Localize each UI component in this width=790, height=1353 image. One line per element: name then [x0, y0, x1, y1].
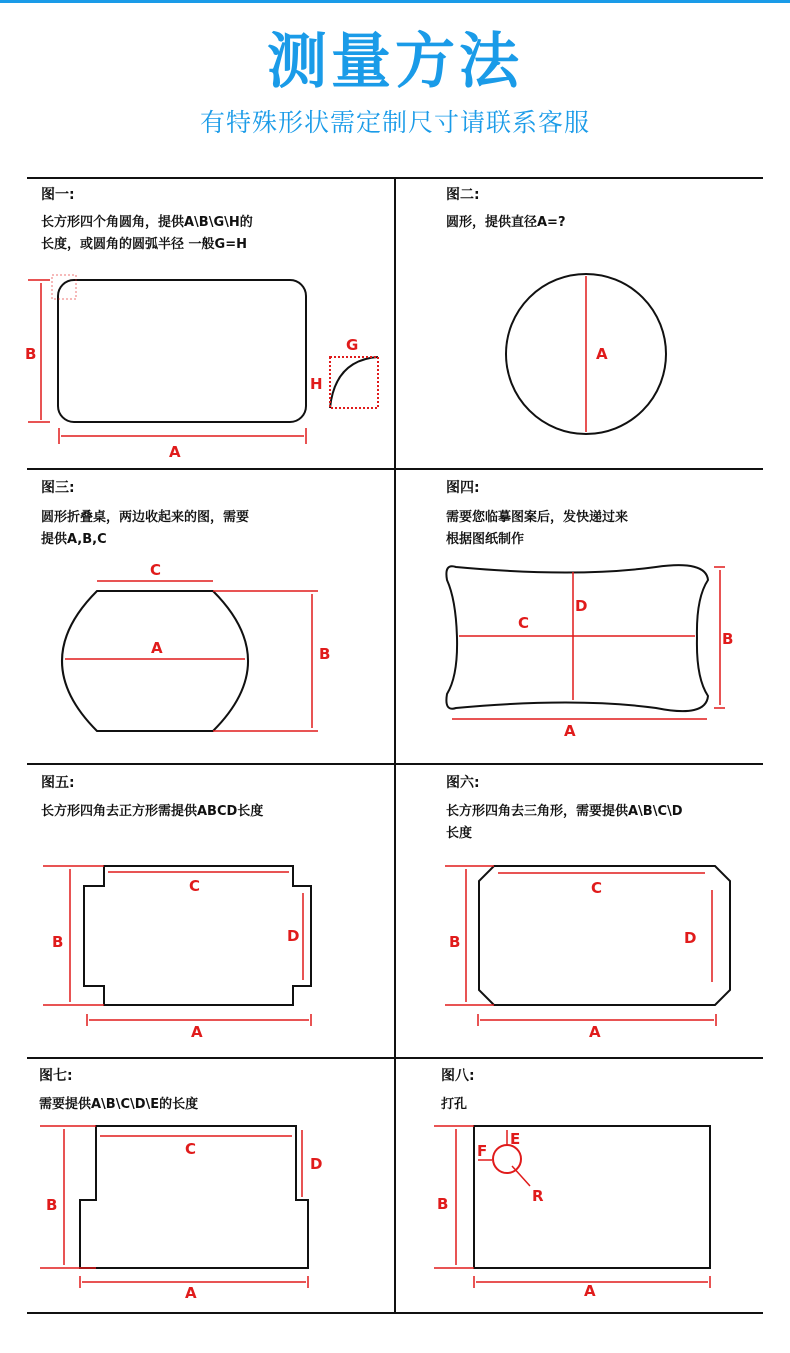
dim-label: A — [589, 1023, 601, 1041]
desc-line: 长方形四个角圆角，提供A\B\G\H的 — [41, 215, 253, 230]
desc-line: 提供A,B,C — [41, 532, 107, 547]
dim-label: B — [722, 630, 734, 648]
dim-label: D — [575, 597, 588, 615]
dim-label: B — [437, 1195, 449, 1213]
desc-line: 需要提供A\B\C\D\E的长度 — [39, 1097, 199, 1112]
dim-label: C — [185, 1140, 197, 1158]
dim-label: E — [510, 1130, 521, 1148]
panel-label: 图一: — [41, 187, 75, 203]
panel-label: 图三: — [41, 480, 75, 496]
fig8-hole — [493, 1145, 521, 1173]
desc-line: 圆形，提供直径A=? — [446, 215, 566, 230]
dim-label: D — [310, 1155, 323, 1173]
dim-label: A — [185, 1284, 197, 1302]
panel-label: 图八: — [441, 1068, 475, 1084]
dim-label: B — [46, 1196, 58, 1214]
desc-line: 打孔 — [441, 1097, 468, 1112]
page-title: 测量方法 — [267, 27, 523, 97]
dim-label: B — [52, 933, 64, 951]
dim-label: B — [449, 933, 461, 951]
dim-label: C — [591, 879, 603, 897]
panel-label: 图四: — [446, 480, 480, 496]
dim-label: G — [346, 336, 359, 354]
dim-label: R — [532, 1187, 544, 1205]
panel-label: 图七: — [39, 1068, 73, 1084]
dim-label: A — [151, 639, 163, 657]
desc-line: 长方形四角去正方形需提供ABCD长度 — [41, 804, 264, 819]
dim-label: H — [310, 375, 323, 393]
dim-label: A — [169, 443, 181, 461]
panel-label: 图二: — [446, 187, 480, 203]
dim-label: D — [287, 927, 300, 945]
dim-label: B — [319, 645, 331, 663]
desc-line: 长方形四角去三角形，需要提供A\B\C\D — [446, 804, 683, 819]
fig1-shape — [58, 280, 306, 422]
dim-label: C — [150, 561, 162, 579]
panel-label: 图五: — [41, 775, 75, 791]
dim-label: A — [191, 1023, 203, 1041]
desc-line: 圆形折叠桌，两边收起来的图，需要 — [41, 510, 250, 525]
desc-line: 根据图纸制作 — [446, 532, 525, 547]
dim-label: A — [584, 1282, 596, 1300]
fig4-shape — [446, 565, 708, 711]
desc-line: 需要您临摹图案后，发快递过来 — [446, 510, 629, 525]
desc-line: 长度，或圆角的圆弧半径 一般G=H — [41, 237, 247, 252]
panel-label: 图六: — [446, 775, 480, 791]
dim-label: C — [518, 614, 530, 632]
fig1-corner-arc — [330, 357, 378, 408]
dim-label: A — [564, 722, 576, 740]
dim-label: B — [25, 345, 37, 363]
desc-line: 长度 — [446, 826, 473, 841]
dim-label: D — [684, 929, 697, 947]
dim-label: A — [596, 345, 608, 363]
fig3-shape — [62, 591, 248, 731]
dim-label: C — [189, 877, 201, 895]
dim-label: F — [477, 1142, 488, 1160]
page-subtitle: 有特殊形状需定制尺寸请联系客服 — [199, 108, 590, 137]
